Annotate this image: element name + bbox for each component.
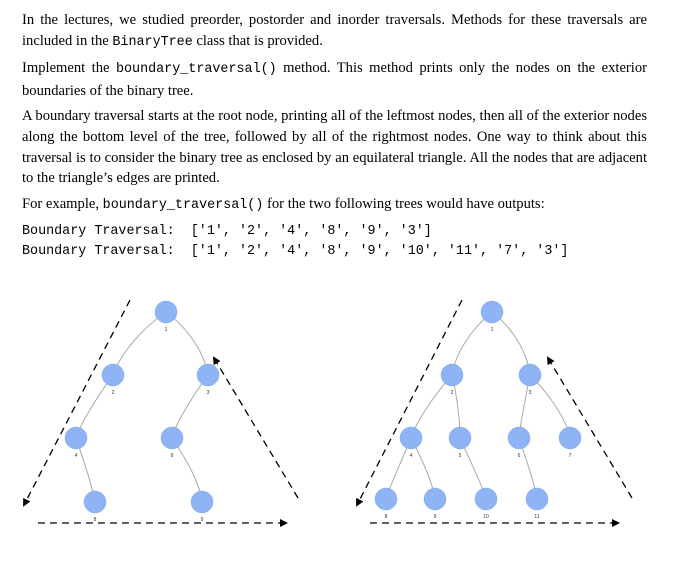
intro-text-b: class that is provided. xyxy=(192,32,323,49)
implement-text-a: Implement the xyxy=(22,60,116,77)
output-line-2: Boundary Traversal: ['1', '2', '4', '8', '9', '10', '11', '7', '3'] xyxy=(22,244,569,260)
example-text-b: for the two following trees would have outputs: xyxy=(263,195,545,212)
tree1-left-boundary-arrow xyxy=(24,300,130,505)
edge2-2-4 xyxy=(411,375,452,438)
tree2-label-5: 5 xyxy=(458,453,462,459)
tree1-node-3 xyxy=(197,364,219,396)
edge-1-2 xyxy=(113,312,166,375)
tree2-node-9 xyxy=(424,488,446,520)
edge-1-3 xyxy=(166,312,208,375)
tree1-node-1 xyxy=(155,301,177,333)
tree2-node-3 xyxy=(519,364,541,396)
tree2-node-11 xyxy=(526,488,548,520)
tree1-node-9 xyxy=(191,491,213,523)
tree2-right-boundary-arrow xyxy=(548,358,632,498)
paragraph-description: A boundary traversal starts at the root node, printing all of the leftmost nodes, then all of the exterior nodes along the bottom level of the tree, followed by all of the rightmost nodes. One way to think about this traversal is to consider the binary tree as enclosed by an equilateral triangle. All the nodes that are adjacent to the triangle’s edges are printed. xyxy=(22,108,647,187)
tree2-label-4: 4 xyxy=(409,453,413,459)
tree2-node-8 xyxy=(375,488,397,520)
tree-1 xyxy=(24,300,298,523)
tree-2 xyxy=(357,300,632,523)
tree2-label-11: 11 xyxy=(534,514,540,520)
tree1-node-4 xyxy=(65,427,87,459)
tree1-node-2 xyxy=(102,364,124,396)
method-code: boundary_traversal() xyxy=(115,62,277,78)
tree1-label-8: 8 xyxy=(93,517,97,523)
example-text-a: For example, xyxy=(22,195,103,212)
tree1-label-4: 4 xyxy=(74,453,78,459)
tree2-node-1 xyxy=(481,301,503,333)
tree2-label-6: 6 xyxy=(517,453,521,459)
tree2-label-3: 3 xyxy=(528,390,532,396)
tree2-node-2 xyxy=(441,364,463,396)
tree1-label-1: 1 xyxy=(164,327,168,333)
tree2-node-10 xyxy=(475,488,497,520)
example-method-code: boundary_traversal() xyxy=(102,197,264,213)
tree1-label-2: 2 xyxy=(111,390,115,396)
tree1-node-8 xyxy=(84,491,106,523)
tree1-label-9: 9 xyxy=(200,517,204,523)
tree2-node-7 xyxy=(559,427,581,459)
tree1-right-boundary-arrow xyxy=(214,358,298,498)
tree2-label-7: 7 xyxy=(568,453,572,459)
output-line-1: Boundary Traversal: ['1', '2', '4', '8', '9', '3'] xyxy=(22,224,432,240)
implement-text-b: method. This method prints only the nodes on the exterior boundaries of the binary tree. xyxy=(22,60,647,99)
tree1-label-6: 6 xyxy=(170,453,174,459)
intro-text-a: In the lectures, we studied preorder, postorder and inorder traversals. Methods for these traversals are included in the xyxy=(22,12,647,49)
tree2-node-6 xyxy=(508,427,530,459)
tree2-label-1: 1 xyxy=(490,327,494,333)
tree2-label-8: 8 xyxy=(384,514,388,520)
binarytree-code: BinaryTree xyxy=(112,34,193,50)
tree1-label-3: 3 xyxy=(206,390,210,396)
tree2-label-9: 9 xyxy=(433,514,437,520)
tree2-label-2: 2 xyxy=(450,390,454,396)
tree2-label-10: 10 xyxy=(483,514,489,520)
tree1-node-6 xyxy=(161,427,183,459)
tree2-left-boundary-arrow xyxy=(357,300,462,505)
